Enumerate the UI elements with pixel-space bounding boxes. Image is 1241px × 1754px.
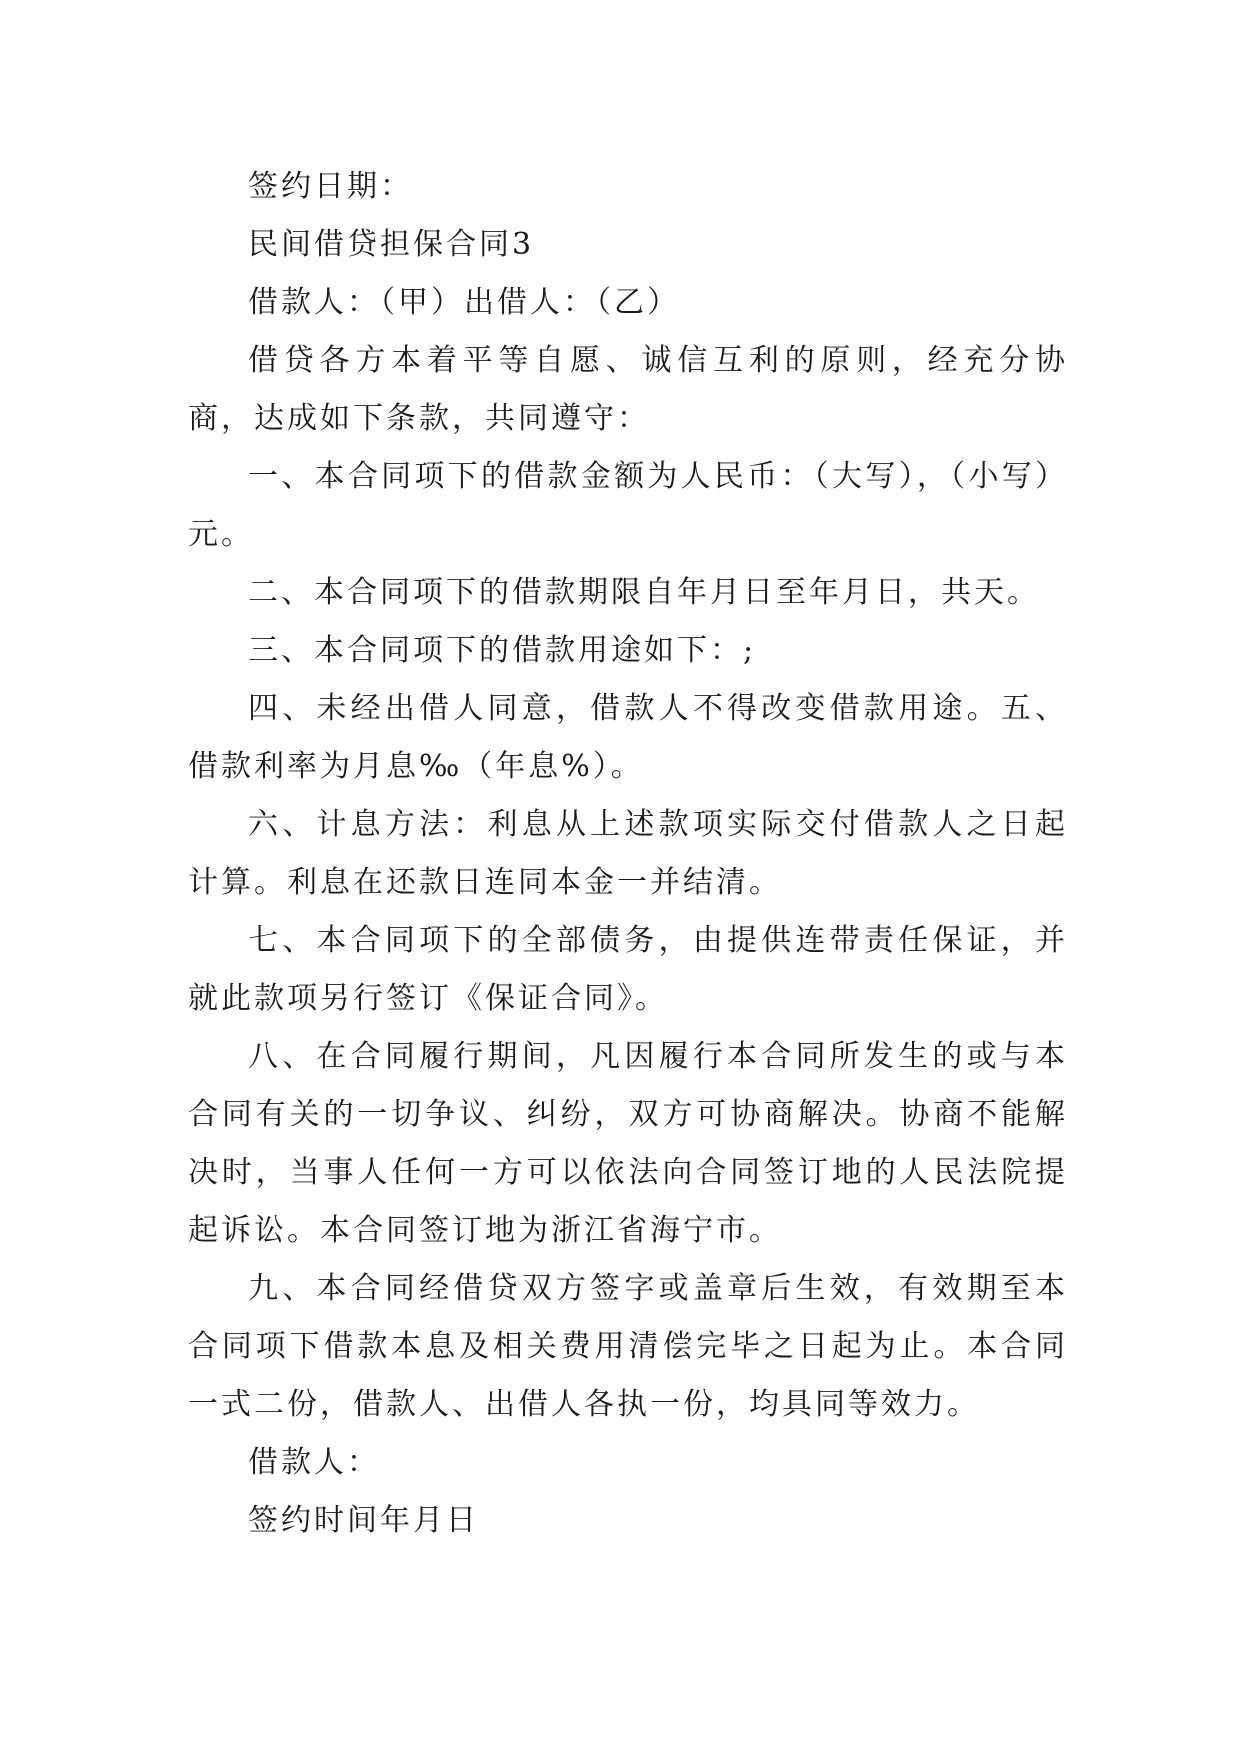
clause-1: 一、本合同项下的借款金额为人民币：（大写），（小写）元。	[188, 459, 1068, 552]
sign-time-line: 签约时间年月日	[248, 1503, 479, 1538]
clause-9: 九、本合同经借贷双方签字或盖章后生效，有效期至本合同项下借款本息及相关费用清偿完毕之日起为止。本合同一式二份，借款人、出借人各执一份，均具同等效力。	[188, 1271, 1068, 1422]
preamble-paragraph: 借贷各方本着平等自愿、诚信互利的原则，经充分协商，达成如下条款，共同遵守：	[188, 343, 1068, 436]
clause-7: 七、本合同项下的全部债务，由提供连带责任保证，并就此款项另行签订《保证合同》。	[188, 923, 1068, 1016]
contract-title: 民间借贷担保合同3	[248, 227, 535, 262]
borrower-signature-label: 借款人：	[248, 1445, 380, 1480]
parties-line: 借款人：（甲）出借人：（乙）	[248, 285, 680, 320]
clause-2: 二、本合同项下的借款期限自年月日至年月日，共天。	[248, 575, 1040, 610]
clause-8: 八、在合同履行期间，凡因履行本合同所发生的或与本合同有关的一切争议、纠纷，双方可协商解决。协商不能解决时，当事人任何一方可以依法向合同签订地的人民法院提起诉讼。本合同签订地为浙江省海宁市。	[188, 1039, 1068, 1248]
document-body	[188, 158, 1068, 1550]
clause-6: 六、计息方法：利息从上述款项实际交付借款人之日起计算。利息在还款日连同本金一并结清。	[188, 807, 1068, 900]
clause-3: 三、本合同项下的借款用途如下：;	[248, 633, 757, 668]
clause-4-5: 四、未经出借人同意，借款人不得改变借款用途。五、借款利率为月息‰（年息%）。	[188, 691, 1068, 784]
sign-date-label: 签约日期：	[248, 169, 413, 204]
